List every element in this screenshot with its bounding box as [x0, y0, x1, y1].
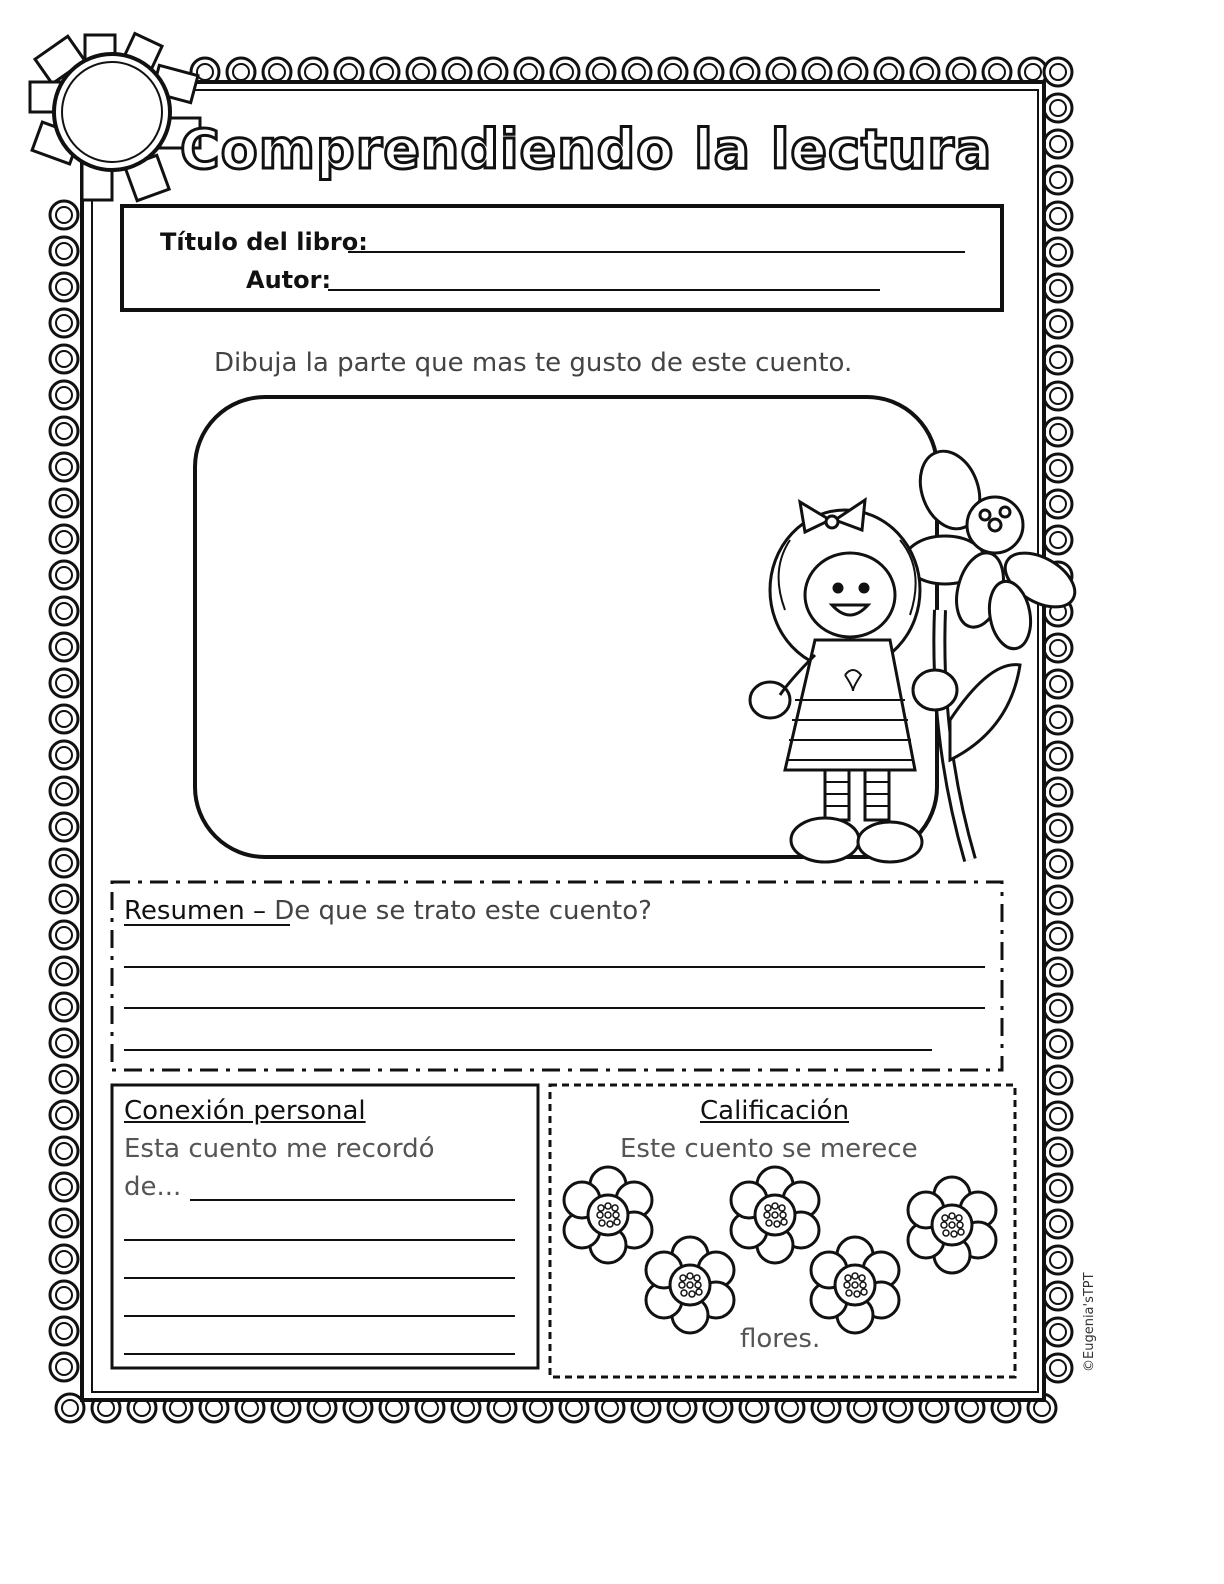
scallop — [56, 1394, 84, 1422]
scallop — [50, 993, 78, 1021]
scallop — [50, 957, 78, 985]
scallop — [1044, 58, 1072, 86]
scallop — [1044, 418, 1072, 446]
summary-heading: Resumen – — [124, 896, 266, 926]
scallop — [1044, 526, 1072, 554]
rating-suffix: flores. — [740, 1324, 821, 1354]
copyright-text: ©Eugenia'sTPT — [1082, 1272, 1097, 1372]
scallop — [50, 237, 78, 265]
scallop — [50, 1029, 78, 1057]
author-label: Autor: — [246, 266, 332, 294]
scallop — [50, 453, 78, 481]
scallop — [50, 777, 78, 805]
scallop — [1044, 94, 1072, 122]
page-title: Comprendiendo la lectura — [180, 118, 993, 181]
scallop — [50, 1173, 78, 1201]
scallop — [50, 309, 78, 337]
scallop — [1044, 310, 1072, 338]
scallop — [50, 1281, 78, 1309]
scallop — [50, 1317, 78, 1345]
scallop — [1044, 634, 1072, 662]
scallop — [50, 849, 78, 877]
scallop — [50, 633, 78, 661]
rating-flower-icon — [811, 1237, 899, 1333]
rating-flower-icon — [908, 1177, 996, 1273]
scallop — [50, 741, 78, 769]
draw-prompt: Dibuja la parte que mas te gusto de este cuento. — [214, 348, 853, 378]
scallop — [1044, 166, 1072, 194]
connection-text: Esta cuento me recordó — [124, 1134, 435, 1164]
scallop — [50, 1353, 78, 1381]
scallop — [50, 381, 78, 409]
scallop — [50, 813, 78, 841]
scallop — [1044, 490, 1072, 518]
scallop — [50, 885, 78, 913]
scallop — [1044, 850, 1072, 878]
scallop — [1044, 778, 1072, 806]
rating-heading: Calificación — [700, 1096, 850, 1126]
scallop — [1044, 1354, 1072, 1382]
scallop — [50, 1065, 78, 1093]
scallop — [50, 705, 78, 733]
scallop — [1044, 1066, 1072, 1094]
scallop — [1044, 274, 1072, 302]
scallop — [1044, 1318, 1072, 1346]
scallop — [1044, 1174, 1072, 1202]
book-info-box — [122, 206, 1002, 310]
scallop — [1044, 1210, 1072, 1238]
scallop — [1044, 1282, 1072, 1310]
rating-flower-icon — [564, 1167, 652, 1263]
scallop — [1044, 1138, 1072, 1166]
summary-header — [124, 896, 652, 926]
scallop — [50, 345, 78, 373]
scallop — [50, 597, 78, 625]
scallop — [1044, 238, 1072, 266]
scallop — [50, 489, 78, 517]
scallop — [1044, 994, 1072, 1022]
scallop — [50, 669, 78, 697]
scallop — [50, 273, 78, 301]
rating-text: Este cuento se merece — [620, 1134, 918, 1164]
book-title-label: Título del libro: — [160, 228, 368, 256]
scallop — [50, 561, 78, 589]
scallop — [1044, 1030, 1072, 1058]
scallop — [50, 921, 78, 949]
scallop — [50, 1101, 78, 1129]
scallop — [1044, 706, 1072, 734]
scallop — [1044, 346, 1072, 374]
scallop — [1044, 130, 1072, 158]
scallop — [50, 201, 78, 229]
connection-heading: Conexión personal — [124, 1096, 366, 1126]
scallop — [1044, 202, 1072, 230]
scallop — [1044, 382, 1072, 410]
scallop — [1044, 742, 1072, 770]
scallop — [1044, 922, 1072, 950]
scallop — [50, 1245, 78, 1273]
scallop — [1044, 814, 1072, 842]
scallop-border-left — [50, 201, 78, 1381]
connection-text-cont: de... — [124, 1172, 182, 1202]
scallop — [1044, 670, 1072, 698]
scallop — [1044, 958, 1072, 986]
scallop — [1044, 454, 1072, 482]
scallop — [50, 1137, 78, 1165]
scallop — [1044, 1102, 1072, 1130]
scallop — [1044, 1246, 1072, 1274]
scallop — [50, 525, 78, 553]
summary-question: De que se trato este cuento? — [274, 896, 652, 926]
scallop — [50, 1209, 78, 1237]
scallop — [50, 417, 78, 445]
scallop-border-right — [1044, 58, 1072, 1382]
rating-flower-icon — [731, 1167, 819, 1263]
rating-flower-icon — [646, 1237, 734, 1333]
scallop — [1044, 886, 1072, 914]
